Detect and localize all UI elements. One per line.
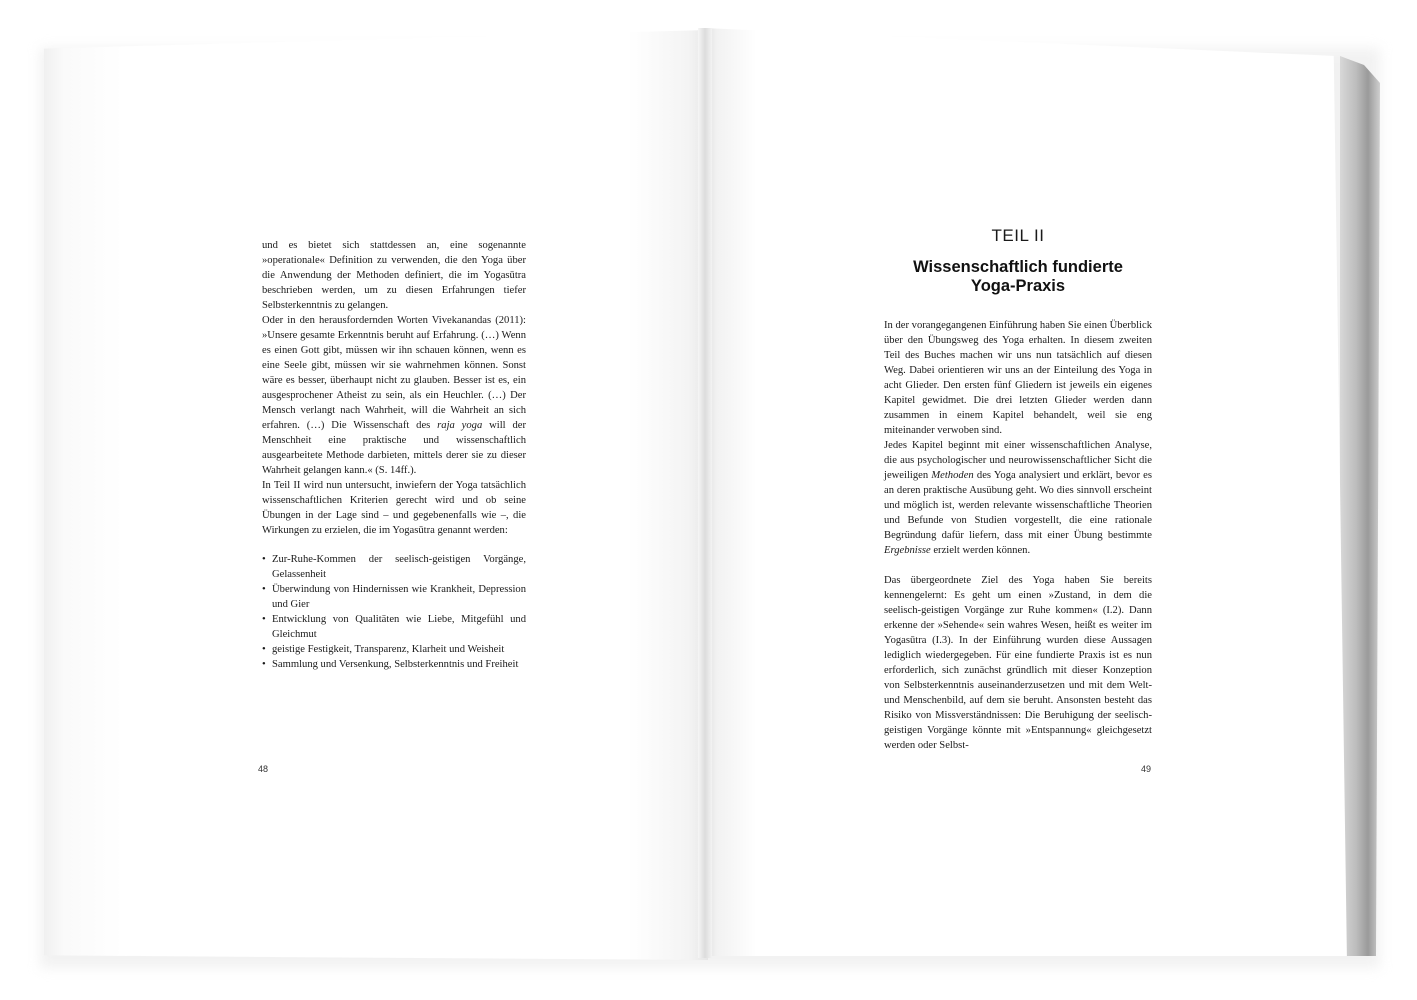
page-block-edge (1340, 56, 1380, 956)
list-item-text: Zur-Ruhe-Kommen der seelisch-geistigen Vorgänge, Gelassenheit (272, 554, 526, 580)
list-item-text: Überwindung von Hindernissen wie Krankheit, Depression und Gier (272, 584, 526, 610)
list-item-text: geistige Festigkeit, Transparenz, Klarheit und Weisheit (272, 644, 505, 655)
part-label: TEIL II (991, 226, 1045, 245)
effects-list (262, 552, 526, 672)
right-paragraph-2 (884, 438, 1152, 558)
list-item (262, 612, 526, 642)
right-paragraph-2-c: erzielt werden können. (933, 545, 1031, 556)
list-item (262, 552, 526, 582)
list-item-text: Entwicklung von Qualitäten wie Liebe, Mitgefühl und Gleichmut (272, 614, 526, 640)
bullet-icon: • (262, 554, 266, 565)
left-page-number: 48 (258, 764, 269, 774)
left-paragraph-2 (262, 313, 526, 478)
right-page-text (884, 318, 1152, 753)
bullet-icon: • (262, 584, 266, 595)
bullet-icon: • (262, 644, 266, 655)
chapter-title-line-1: Wissenschaftlich fundierte (913, 258, 1123, 276)
list-item (262, 642, 526, 657)
list-item (262, 582, 526, 612)
right-paragraph-2-a: Jedes Kapitel beginnt mit einer wissenschaftlichen Analyse, die aus psychologischer und neurowissenschaftlicher Sicht die jeweiligen (884, 440, 1152, 481)
left-paragraph-3: In Teil II wird nun untersucht, inwiefern der Yoga tatsächlich wissenschaftlichen Kriterien gerecht wird und ob seine Übungen in der Lage sind – und gegebenenfalls wie –, die Wirkungen zu erzielen, die im Yogasūtra genannt werden: (262, 480, 526, 536)
book-gutter (698, 28, 712, 958)
left-paragraph-2-rest: will der Menschheit eine praktische und wissenschaftlich ausgearbeitete Methode darbieten, mittels derer sie zu dieser Wahrheit gelangen kann.« (S. 14ff.). (262, 420, 526, 476)
right-paragraph-2-b: des Yoga analysiert und erklärt, bevor es an deren praktische Ausübung geht. Wo dies sinnvoll erscheint und möglich ist, werden relevante wissenschaftliche Theorien und Befunde von Studien vorgestellt, die eine rationale Begründung dafür liefern, dass mit einer Übung bestimmte (884, 470, 1152, 541)
chapter-title (884, 258, 1152, 296)
left-page-body (262, 238, 526, 672)
left-paragraph-1: und es bietet sich stattdessen an, eine sogenannte »operationale« Definition zu verwenden, die den Yoga über die Anwendung der Methoden definiert, die im Yogasūtra beschrieben werden, um zu diesen Erfahrungen tiefer Selbsterkenntnis zu gelangen. (262, 240, 526, 311)
right-paragraph-3: Das übergeordnete Ziel des Yoga haben Sie bereits kennengelernt: Es geht um einen »Zustand, in dem die seelisch-geistigen Vorgänge zur Ruhe kommen« (I.2). Dann erkenne der »Sehende« sein wahres Wesen, heißt es weiter im Yogasūtra (I.3). In der Einführung wurden diese Aussagen lediglich wiedergegeben. Für eine fundierte Praxis ist es nun erforderlich, sich zunächst gründlich mit dieser Konzeption von Selbsterkenntnis auseinanderzusetzen und mit dem Welt- und Menschenbild, auf dem sie beruht. Ansonsten besteht das Risiko von Missverständnissen: Die Beruhigung der seelisch-geistigen Vorgänge könnte mit »Entspannung« gleichgesetzt werden oder Selbst- (884, 575, 1152, 751)
right-page-body (884, 226, 1152, 753)
left-paragraph-2-text: Oder in den herausfordernden Worten Vivekanandas (2011): »Unsere gesamte Erkenntnis beruht auf Erfahrung. (…) Wenn es einen Gott gibt, müssen wir ihn schauen können, wenn es eine Seele gibt, müssen wir sie wahrnehmen können. Sonst wäre es besser, überhaupt nicht zu glauben. Besser ist es, ein ausgesprochener Atheist zu sein, als ein Heuchler. (…) Der Mensch verlangt nach Wahrheit, will die Wahrheit an sich erfahren. (…) Die Wissenschaft des (262, 315, 526, 431)
chapter-title-line-2: Yoga-Praxis (970, 277, 1066, 295)
right-paragraph-1: In der vorangegangenen Einführung haben Sie einen Überblick über den Übungsweg des Yoga erhalten. In diesem zweiten Teil des Buches machen wir uns nun tatsächlich auf diesen Weg. Dabei orientieren wir uns an der Einteilung des Yoga in acht Glieder. Den ersten fünf Gliedern ist jeweils ein eigenes Kapitel gewidmet. Die drei letzten Glieder werden dann zusammen in einem Kapitel behandelt, weil sie eng miteinander verwoben sind. (884, 320, 1152, 436)
list-item (262, 657, 526, 672)
list-item-text: Sammlung und Versenkung, Selbsterkenntnis und Freiheit (272, 659, 519, 670)
ergebnisse-term: Ergebnisse (884, 545, 931, 556)
bullet-icon: • (262, 614, 266, 625)
methoden-term: Methoden (931, 470, 974, 481)
bullet-icon: • (262, 659, 266, 670)
raja-yoga-term: raja yoga (437, 420, 483, 431)
right-page-number: 49 (1141, 764, 1152, 774)
